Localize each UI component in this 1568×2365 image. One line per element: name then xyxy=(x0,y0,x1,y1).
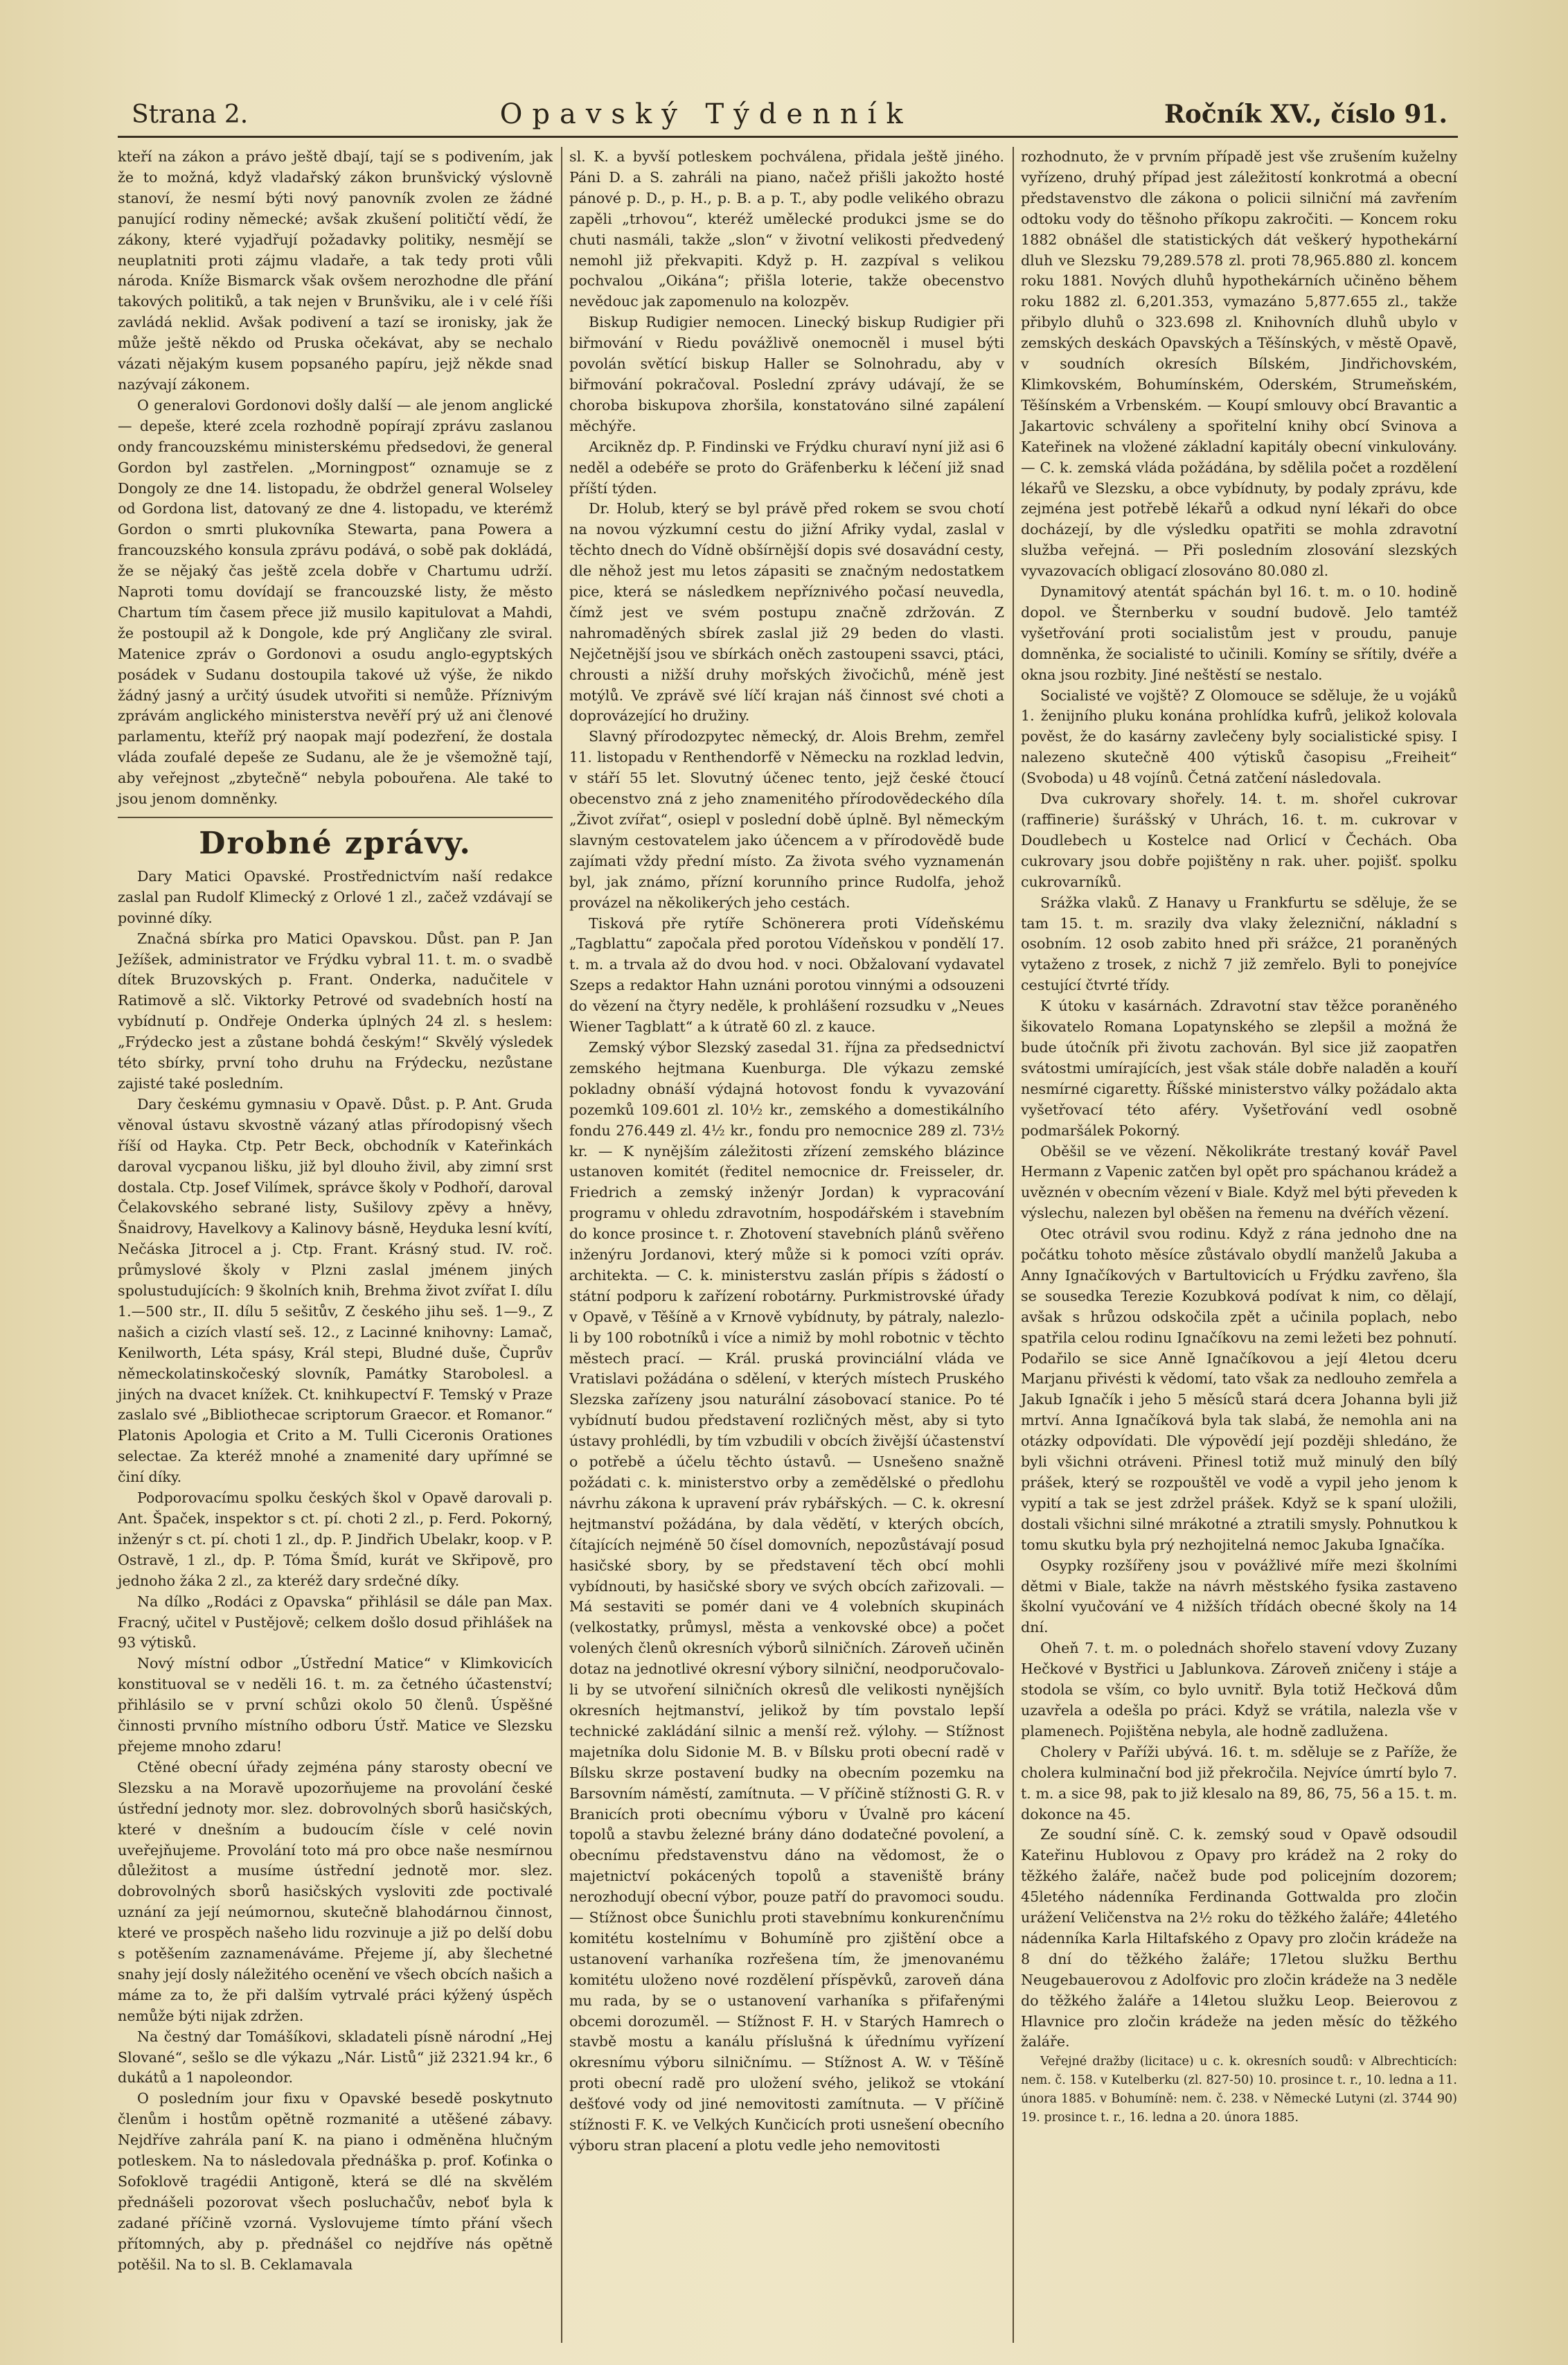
column-1 xyxy=(118,147,553,2276)
page-header xyxy=(132,90,1447,139)
news-item: Oheň 7. t. m. o polednách shořelo stavení vdovy Zuzany Hečkové v Bystřici u Jablunkova. Zároveň zničeny i stáje a stodola se vším, co bylo uvnitř. Byla totiž Hečková dům uzavřela a odešla po práci. Když se vrátila, nalezla vše v plamenech. Pojištěna nebyla, ale hodně zadlužena. xyxy=(1021,1640,1457,1739)
newspaper-title: Opavský Týdenník xyxy=(499,98,913,130)
news-item: sl. K. a byvší potleskem pochválena, přidala ještě jiného. Páni D. a S. zahráli na piano, načež přišli jakožto hosté pánové p. D., p. H., p. B. a p. T., aby podle velikého obrazu zapěli „trhovou“, kteréž umělecké produkci jsme se do chuti nasmáli, takže „slon“ v životní velikosti předvedený nemohl již překvapiti. Když p. H. zazpíval s velikou pochvalou „Oikána“; přišla loterie, takže obecenstvo nevědouc jak zapomenulo na kolozpěv. xyxy=(569,148,1004,310)
news-item: Ctěné obecní úřady zejména pány starosty obecní ve Slezsku a na Moravě upozorňujeme na provolání české ústřední jednoty mor. slez. dobrovolných sborů hasičských, které v dnešním a budoucím čísle v celé novin uveřejňujeme. Provolání toto má pro obce naše nesmírnou důležitost a musíme ústřední jednotě mor. slez. dobrovolných sborů hasičských vysloviti zde poctivalé uznání za její neúmornou, skutečně blahodárnou činnost, které ve prospěch našeho lidu rozvinuje a již po delší dobu s potěšením zaznamenáváme. Přejeme jí, aby šlechetné snahy její dosly náležitého ocenění ve všech obcích našich a máme za to, že při dalším vytrvalé práci kýžený úspěch nemůže býti nijak zdržen. xyxy=(118,1758,553,2024)
news-item: Na dílko „Rodáci z Opavska“ přihlásil se dále pan Max. Fracný, učitel v Pustějově; celkem došlo dosud přihlášek na 93 výtisků. xyxy=(118,1593,553,1651)
news-item: rozhodnuto, že v prvním případě jest vše zrušením kuželny vyřízeno, druhý případ jest záležitostí konkrotmá a obecní představenstvo dle zákona o policii silniční má zavřením odtoku vody do těšnoho příkopu zakročiti. — Koncem roku 1882 obnášel dle statistických dát veškerý hypothekární dluh ve Slezsku 79,289.578 zl. proti 78,965.880 zl. koncem roku 1881. Nových dluhů hypothekárních učiněno během roku 1882 zl. 6,201.353, vymazáno 5,877.655 zl., takže přibylo dluhů o 323.698 zl. Knihovních dluhů ubylo v zemských deskách Opavských a Těšínských, v městě Opavě, v soudních okresích Bílském, Jindřichovském, Klimkovském, Bohumínském, Oderském, Strumeňském, Těšínském a Vrbenském. — Koupí smlouvy obcí Bravantic a Jakartovic schváleny a spořitelní knihy obcí Svinova a Kateřinek na vložené základní kapitály obecní vinkulovány. — C. k. zemská vláda požádána, by sdělila počet a rozdělení lékařů ve Slezsku, a obce vybídnuty, by podaly zprávu, kde zejména jest potřebě lékařů a odkud nyní lékaři do obce docházejí, by dle výsledku opatřiti se mohla zdravotní služba veřejná. — Při posledním zlosování slezských vyvazovacích obligací zlosováno 80.080 zl. xyxy=(1021,148,1457,580)
news-item: Dr. Holub, který se byl právě před rokem se svou chotí na novou výzkumní cestu do jižní Afriky vydal, zaslal v těchto dnech do Vídně obšírnější dopis své dosavádní cesty, dle něhož jest mu letos zápasiti se značným nedostatkem pice, která se následkem nepříznivého počasí neuvedla, čímž jest ve svém postupu značně zdržován. Z nahromaděných sbírek zaslal již 29 beden do vlasti. Nejčetnější jsou ve sbírkách oněch zastoupeni ssavci, ptáci, chrousti a nižší druhy mořských živočichů, méně jest motýlů. Ve zprávě své líčí krajan náš činnost své choti a doprovázející ho družiny. xyxy=(569,500,1004,725)
news-item: Zemský výbor Slezský zasedal 31. října za předsednictví zemského hejtmana Kuenburga. Dle výkazu zemské pokladny obnáší výdajná hotovost fondu k vyvazování pozemků 109.601 zl. 10½ kr., zemského a domestikálního fondu 276.449 zl. 4½ kr., fondu pro nemocnice 289 zl. 73½ kr. — K nynějším záležitosti zřízení zemského blázince ustanoven komitét (ředitel nemocnice dr. Freisseler, dr. Friedrich a zemský inženýr Jordan) k vypracování programu v ohledu zdravotním, hospodářském i stavebním do konce prosince t. r. Zhotovení stavebních plánů svěřeno inženýru Jordanovi, který může si k pomoci vzíti opráv. architekta. — C. k. ministerstvu zaslán přípis s žádostí o státní podporu k zařízení robotárny. Purkmistrovské úřady v Opavě, v Těšíně a v Krnově vybídnuty, by pátraly, nalezlo-li by 100 robotníků i více a nimiž by mohl robotnic v těchto městech prací. — Král. pruská provinciální vláda ve Vratislavi požádána o sdělení, v kterých místech Pruského Slezska zařízeny jsou naturální zásobovací stanice. Po té vybídnutí budou představení rozličných měst, aby si tyto ústavy prohlédli, by tím vzbudili v obcích živější účastenství o potřebě a účelu těchto ústavů. — Usnešeno snažně požádati c. k. ministerstvo orby a zemědělské o předlohu návrhu zákona k upravení práv rybářských. — C. k. okresní hejtmanství požádána, by dala vědětí, v kterých obcích, čítajících nejméně 50 čísel domovních, nepozůstávají posud hasičské sbory, by se představení těch obcí mohli vybídnouti, by hasičské sbory ve svých obcích zařizovali. — Má sestaviti se pomér dani ve 4 volebních skupinách (velkostatky, průmysl, města a venkovské obce) a počet volených členů okresních výborů silničních. Zároveň učiněn dotaz na jednotlivé okresní výbory silniční, neodporučovalo-li by se utvoření silničních okresů dle velikosti nynějších okresních hejtmanství, jelikož by tím povstalo lepší technické zakládání silnic a menší rež. výlohy. — Stížnost majetníka dolu Sidonie M. B. v Bílsku proti obecní radě v Bílsku skrze postavení budky na obecním pozemku na Barsovním náměstí, zamítnuta. — V příčině stížnosti G. R. v Branicích proti obecnímu výboru v Úvalně pro kácení topolů a stavbu železné brány dáno dodatečné povolení, a obecnímu představenstvu dáno na vědomost, že o majetnictví pokácených topolů a staveniště brány nerozhodují obecní výbor, pouze patří do pravomoci soudu. — Stížnost obce Šunichlu proti stavebnímu konkurenčnímu komitétu kostelnímu v Bohumíně pro zjištění obce a ustanovení varhaníka rozřešena tím, že jmenovanému komitétu uloženo nové rozdělení příspěvků, zaroveň dána mu rada, by se o ustanovení varhaníka s přifařenými obcemi dorozuměl. — Stížnost F. H. v Starých Hamrech o stavbě mostu a kanálu příslušná k úřednímu vyřízení okresnímu výboru silničnímu. — Stížnost A. W. v Těšíně proti obecní radě pro uložení svého, jelikož se vtokání dešťové vody od jiné nemovitosti zamítnuta. — V příčině stížnosti F. K. ve Velkých Kunčicích proti usnešení obecního výboru stran placení a plotu vedle jeho nemovitosti xyxy=(569,1038,1004,2154)
news-item: Dary Matici Opavské. Prostřednictvím naší redakce zaslal pan Rudolf Klimecký z Orlové 1 zl., začež vzdávají se povinné díky. xyxy=(118,867,553,926)
article-paragraph: kteří na zákon a právo ještě dbají, tají se s podivením, jak že to možná, když vladařský zákon brunšvický výslovně stanoví, že nesmí býti nový panovník zvolen ze žádné panující rodiny německé; avšak zkušení političtí vědí, že zákony, které vyjadřují požadavky politiky, nesmějí se neuplatniti proti zájmu vladaře, a tak tedy proti vůli národa. Kníže Bismarck však ovšem nerozhodne dle přání takových politiků, a tak nejen v Brunšviku, ale i v celé říši zavládá neklid. Avšak podivení a tazí se ironisky, jak že může ještě někdo od Pruska očekávat, aby se nechalo vázati nějakým kusem popsaného papíru, jejž někde snad nazývají zákonem. xyxy=(118,148,553,393)
news-item: Cholery v Paříži ubývá. 16. t. m. sděluje se z Paříže, že cholera kulminační bod již překročila. Nejvíce úmrtí bylo 7. t. m. a sice 98, pak to již klesalo na 89, 86, 75, 56 a 15. t. m. dokonce na 45. xyxy=(1021,1743,1457,1823)
column-3 xyxy=(1021,147,1457,2127)
news-item: Socialisté ve vojště? Z Olomouce se sděluje, že u vojáků 1. ženijního pluku konána prohlídka kufrů, jelikož kolovala pověst, že do kasárny zavlečeny byly socialistické spisy. I nalezeno skutečně 400 výtisků časopisu „Freiheit“ (Svoboda) u 48 vojínů. Četná zatčení následovala. xyxy=(1021,687,1457,787)
news-item: O posledním jour fixu v Opavské besedě poskytnuto členům i hostům opětně rozmanité a utěšené zábavy. Nejdříve zahrála paní K. na piano i odměněna hlučným potleskem. Na to následovala přednáška p. prof. Koťinka o Sofoklově tragédii Antigoně, která se dlé na skvělém přednášeli pozorovat všech posluchačův, neboť byla k zadané příčině vzorná. Vyslovujeme tímto přání všech přítomných, aby p. přednášel co nejdříve nás opětně potěšil. Na to sl. B. Ceklamavala xyxy=(118,2090,553,2273)
column-2 xyxy=(569,147,1004,2156)
news-item: Tisková pře rytíře Schönerera proti Vídeňskému „Tagblattu“ započala před porotou Vídeňskou v pondělí 17. t. m. a trvala až do dvou hod. v noci. Obžalovaní vydavatel Szeps a redaktor Hahn uznáni porotou vinnými a odsouzeni do vězení na čtyry neděle, k prohlášení rozsudku v „Neues Wiener Tagblatt“ a k útratě 60 zl. z kauce. xyxy=(569,914,1004,1036)
column-divider-2 xyxy=(1013,147,1014,2343)
news-item: Dva cukrovary shořely. 14. t. m. shořel cukrovar (raffinerie) šurášský v Uhrách, 16. t. m. cukrovar v Doudlebech u Kostelce nad Orlicí v Čechách. Oba cukrovary jsou dobře pojištěny n rak. uher. pojišť. spolku cukrovarníků. xyxy=(1021,790,1457,890)
news-item: Srážka vlaků. Z Hanavy u Frankfurtu se sděluje, že se tam 15. t. m. srazily dva vlaky železniční, nákladní s osobním. 12 osob zabito hned při srážce, 21 poraněných vytaženo z trosek, z nichž 7 již zemřelo. Byli to ponejvíce cestující čtvrté třídy. xyxy=(1021,894,1457,994)
header-rule xyxy=(118,136,1458,138)
page-number: Strana 2. xyxy=(132,100,249,129)
news-item: Otec otrávil svou rodinu. Když z rána jednoho dne na počátku tohoto měsíce zůstávalo obydlí manželů Jakuba a Anny Ignačíkových v Bartultovicích u Frýdku zavřeno, šla se sousedka Terezie Kozubková podívat k nim, co dělají, avšak s hrůzou odskočila zpět a učinila poplach, nebo spatřila celou rodinu Ignačíkovu na zemi ležeti bez pohnutí. Podařilo se sice Anně Ignačíkovou a její 4letou dceru Marjanu přivésti k vědomí, tato však za nedlouho zemřela a Jakub Ignačík i jeho 5 měsíců stará dcera Johanna byli již mrtví. Anna Ignačíková byla tak slabá, že nemohla ani na otázky odpovídati. Dle výpovědí její později shledáno, že byli všichni otráveni. Přinesl totiž muž minulý den bílý prášek, který se rozpouštěl ve vodě a vypil jeho jenom k vypití a tak se jest zdržel prášek. Když se k spaní uložili, dostali všichni silné mrákotné a ztratili smysly. Pohnutkou k tomu skutku byla prý nezhojitelná nemoc Jakuba Ignačíka. xyxy=(1021,1225,1457,1553)
news-item: K útoku v kasárnách. Zdravotní stav těžce poraněného šikovatelo Romana Lopatynského se zlepšil a možná že bude útočník při životu zachován. Byl sice již zaopatřen svátostmi umírajících, jest však stále dobře naladěn a kouří nesmírné cigaretty. Říšské ministerstvo války požádalo akta vyšetřovací této aféry. Vyšetřování vedl osobně podmaršálek Pokorný. xyxy=(1021,998,1457,1139)
news-item: Arcikněz dp. P. Findinski ve Frýdku churaví nyní již asi 6 neděl a odebéře se proto do Gräfenberku k léčení již snad příští týden. xyxy=(569,438,1004,497)
news-item: Biskup Rudigier nemocen. Linecký biskup Rudigier při biřmování v Riedu povážlivě onemocněl i musel býti povolán světící biskup Haller se Solnohradu, aby v biřmování pokračoval. Poslední zprávy udávají, že se choroba biskupova zhoršila, konstatováno silné zapálení měchýře. xyxy=(569,314,1004,434)
article-gordon: O generalovi Gordonovi došly další — ale jenom anglické — depeše, které zcela rozhodně popírají zprávu zaslanou ondy francouzskému ministerskému předsedovi, že general Gordon byl zastřelen. „Morningpost“ oznamuje se z Dongoly ze dne 14. listopadu, že obdržel general Wolseley od Gordona list, datovaný ze dne 4. listopadu, ve kterémž Gordon o smrti plukovníka Stewarta, pana Powera a francouzského konsula zprávu podává, o sobě pak dokládá, že se nějaký čas ještě zcela dobře v Chartumu udrží. Naproti tomu dovídají se francouzské listy, že město Chartum tím časem přece již musilo kapitulovat a Mahdi, že postoupil až k Dongole, kde prý Angličany zle sviral. Matenice zpráv o Gordonovi a osudu anglo-egyptských posádek v Sudanu dostoupila takové už výše, že nikdo žádný jasný a určitý úsudek utvořiti si nemůže. Příznivým zprávám anglického ministerstva nevěří prý už ani členové parlamentu, kteříž prý naopak mají podezření, že dostala vláda zoufalé depeše ze Sudanu, ale že je všemožně tají, aby veřejnost „zbytečně“ nebyla pobouřena. Ale také to jsou jenom domněnky. xyxy=(118,396,553,808)
news-item: Dynamitový atentát spáchán byl 16. t. m. o 10. hodině dopol. ve Šternberku v soudní budově. Jelo tamtéž vyšetřování proti socialistům jest v proudu, panuje domněnka, že socialisté to učinili. Komíny se sřítily, dvéře a okna jsou rozbity. Jiné neštěstí se nestalo. xyxy=(1021,583,1457,683)
news-item: Nový místní odbor „Ústřední Matice“ v Klimkovicích konstituoval se v neděli 16. t. m. za četného účastenství; přihlásilo se v první schůzi okolo 50 členů. Úspěšné činnosti prvního místního odboru Ústř. Matice ve Slezsku přejeme mnoho zdaru! xyxy=(118,1655,553,1755)
news-item: Podporovacímu spolku českých škol v Opavě darovali p. Ant. Špaček, inspektor s ct. pí. choti 2 zl., p. Ferd. Pokorný, inženýr s ct. pí. choti 1 zl., dp. P. Jindřich Ubelakr, koop. v P. Ostravě, 1 zl., dp. P. Tóma Šmíd, kurát ve Skřipově, pro jednoho žáka 2 zl., za kteréž dary srdečné díky. xyxy=(118,1489,553,1589)
news-item: Na čestný dar Tomášíkovi, skladateli písně národní „Hej Slované“, sešlo se dle výkazu „Nár. Listů“ již 2321.94 kr., 6 dukátů a 1 napoleondor. xyxy=(118,2028,553,2087)
news-item: Značná sbírka pro Matici Opavskou. Důst. pan P. Jan Ježíšek, administrator ve Frýdku vybral 11. t. m. o svadbě dítek Bruzovských p. Frant. Onderka, nadučitele v Ratimově a slč. Viktorky Petrové od svadebních hostí na vybídnutí p. Ondřeje Onderka úplných 24 zl. s heslem: „Frýdecko jest a zůstane bohdá českým!“ Skvělý výsledek této sbírky, první toho druhu na Frýdecku, nezůstane zajisté také posledním. xyxy=(118,930,553,1092)
news-item: Osypky rozšířeny jsou v povážlivé míře mezi školními dětmi v Biale, takže na návrh městského fysika zastaveno školní vyučování ve 4 nižších třídách obecné školy na 14 dní. xyxy=(1021,1557,1457,1636)
section-divider xyxy=(118,817,553,818)
issue-number: Ročník XV., číslo 91. xyxy=(1164,100,1447,129)
column-divider-1 xyxy=(561,147,562,2343)
news-item: Slavný přírodozpytec německý, dr. Alois Brehm, zemřel 11. listopadu v Renthendorfě v Německu na rozklad ledvin, v stáří 55 let. Slovutný účenec tento, jejž české čtoucí obecenstvo zná z jeho znamenitého přírodovědeckého díla „Život zvířat“, osiepl v poslední době úplně. Byl německým slavným cestovatelem jako účencem a v přírodovědě bude zajímati vždy přední místo. Za života svého vyznamenán byl, jak známo, přízní korunního prince Rudolfa, jehož provázel na několikerých jeho cestách. xyxy=(569,728,1004,911)
news-item: Dary českému gymnasiu v Opavě. Důst. p. P. Ant. Gruda věnoval ústavu skvostně vázaný atlas přírodopisný všech říší od Hayka. Ctp. Petr Beck, obchodník v Kateřinkách daroval vycpanou lišku, již byl dlouho živil, aby zimní srst dostala. Ctp. Josef Vilímek, správce školy v Podhoří, daroval Čelakovského sebrané listy, Sušilovy zpěvy a hněvy, Šnaidrovy, Havelkovy a Kalinovy básně, Heyduka lesní kvítí, Nečáska Jitrocel a j. Ctp. Frant. Krásný stud. IV. roč. průmyslové školy v Plzni zaslal jménem jiných spolustudujících: 9 školních knih, Brehma život zvířat I. dílu 1.—500 str., II. dílu 5 sešitův, Z českého jihu seš. 1—9., Z našich a cizích vlastí seš. 12., z Lacinné knihovny: Lamač, Kenilworth, Léta spásy, Král stepi, Bludné duše, Čuprův německolatinskočeský slovník, Památky Starobolesl. a jiných na dvacet knížek. Ct. knihkupectví F. Temský v Praze zaslalo své „Bibliothecae scriptorum Graecor. et Romanor.“ Platonis Apologia et Crito a M. Tulli Ciceronis Orationes selectae. Za kteréž mnohé a znamenité dary upřímné se činí díky. xyxy=(118,1095,553,1486)
auction-notice: Veřejné dražby (licitace) u c. k. okresních soudů: v Albrechticích: nem. č. 158. v Kutelberku (zl. 827-50) 10. prosince t. r., 10. ledna a 11. února 1885. v Bohumíně: nem. č. 238. v Německé Lutyni (zl. 3744 90) 19. prosince t. r., 16. ledna a 20. února 1885. xyxy=(1021,2055,1457,2125)
section-title: Drobné zprávy. xyxy=(199,826,472,861)
news-item: Ze soudní síně. C. k. zemský soud v Opavě odsoudil Kateřinu Hublovou z Opavy pro krádež na 2 roky do těžkého žaláře, načež bude pod policejním dozorem; 45letého nádenníka Ferdinanda Gottwalda pro zločin urážení Veličenstva na 2½ roku do těžkého žaláře; 44letého nádenníka Karla Hiltafského z Opavy pro zločin krádeže na 8 dní do těžkého žaláře; 17letou služku Berthu Neugebauerovou z Adolfovic pro zločin krádeže na 3 neděle do těžkého žaláře a 14letou služku Leop. Beierovou z Hlavnice pro zločin krádeže na jeden měsíc do těžkého žaláře. xyxy=(1021,1826,1457,2050)
news-item: Oběšil se ve vězení. Několikráte trestaný kovář Pavel Hermann z Vapenic zatčen byl opět pro spáchanou krádež a uvěznén v obecním vězení v Biale. Když mel býti převeden k výslechu, nalezen byl oběšen na řemenu na dvéřích vězení. xyxy=(1021,1142,1457,1222)
